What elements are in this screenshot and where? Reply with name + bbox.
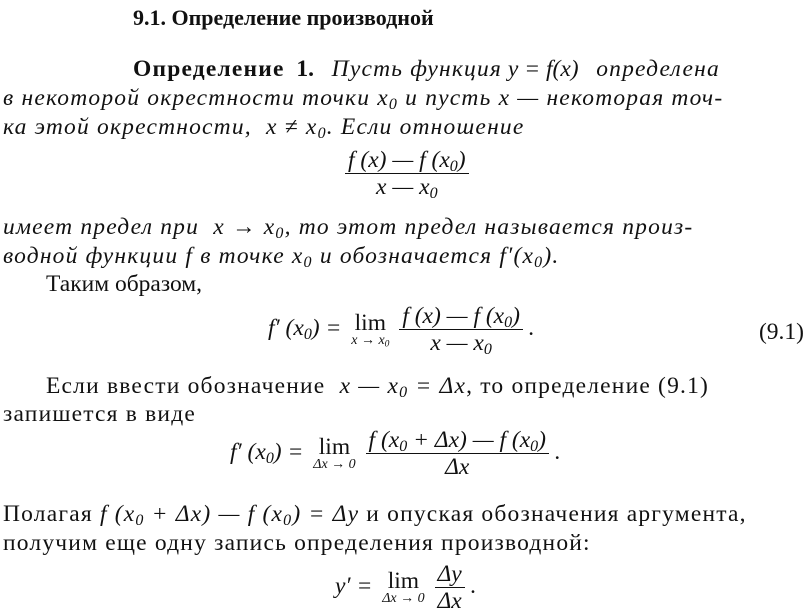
eq3-fraction [435, 562, 465, 613]
math-y-eq-fx: y = f(x) [507, 56, 579, 82]
eq3-lim-under: Δx → 0 [382, 590, 425, 606]
eq2-lhs: f′ $(x_0)$ = [230, 438, 304, 467]
eq2-numerator: f $(x_0 + \Delta x)$ — f $(x_0)$ [366, 428, 549, 454]
after-text-2b: в точке [200, 243, 285, 269]
equation-2: f′ $(x_0)$ = lim Δx → 0 $\frac{f (x_0 + \Delta x) — f (x_0)}{\Delta x}$ . [230, 427, 561, 480]
intro3-text-1a: Полагая [3, 501, 93, 527]
intro3-text-2: получим еще одну запись определения производной: [3, 530, 591, 556]
intro3-text-1b: и опуская обозначения аргумента, [366, 501, 747, 527]
definition-label: Определение [133, 56, 285, 82]
definition-text-1-end: определена [596, 56, 720, 82]
eq2-lim [313, 433, 356, 472]
eq2-denominator: Δx [445, 454, 470, 480]
definition-number: 1. [296, 56, 315, 82]
eq3-numerator: Δy [435, 562, 465, 588]
eq1-lhs: f′ $(x_0)$ = [268, 314, 342, 343]
equation-number: (9.1) [758, 319, 804, 345]
definition-line-1 [133, 55, 720, 83]
after-fraction-line-2 [3, 242, 559, 270]
ratio-fraction [345, 147, 469, 202]
after-text-1b: , то этот предел называется произ- [284, 214, 694, 240]
equation-9-1: f′ $(x_0)$ = lim $x \to x_0$ $\frac{f (x) — f (x_0)}{x — x_0}$ . [268, 303, 535, 358]
section-heading [133, 4, 434, 32]
eq2-fraction [366, 428, 549, 479]
eq1-lim-word: lim [354, 309, 386, 336]
equation-3: y′ = lim Δx → 0 $\frac{\Delta y}{\Delta x}$ . [335, 561, 477, 614]
fraction [345, 147, 469, 202]
definition-text-2c: — некоторая точ- [517, 85, 724, 111]
after-text-2a: водной функции [3, 243, 179, 269]
eq1-lim [351, 309, 390, 349]
intro2-text-2: запишется в виде [3, 401, 196, 427]
intro2-line-1 [46, 372, 709, 400]
math-x0-b: $x_0$ [291, 243, 313, 271]
definition-line-2 [3, 84, 723, 112]
intro2-text-1a: Если ввести обозначение [46, 373, 326, 399]
eq3-lim-word: lim [387, 567, 420, 594]
eq1-fraction [399, 303, 523, 358]
math-f: f [185, 243, 194, 269]
math-dx-def: x — $x_0 = \Delta x$ [339, 373, 467, 401]
math-x0: $x_0$ [377, 85, 399, 113]
definition-text-3a: ка этой окрестности, [3, 114, 252, 140]
section-number: 9.1. [133, 5, 166, 30]
math-dy-def: f $(x_0 + \Delta x)$ — f $(x_0) = \Delta y$ [99, 501, 360, 529]
fraction-numerator: f (x) — f $(x_0)$ [345, 148, 469, 174]
math-x-to-x0: $x \to x_0$ [213, 214, 285, 242]
eq2-lim-word: lim [318, 433, 351, 460]
thus-line [46, 270, 202, 298]
eq2-lim-under: Δx → 0 [313, 456, 356, 472]
definition-text-2a: в некоторой окрестности точки [3, 85, 371, 111]
definition-text-2b: и пусть [405, 85, 492, 111]
thus-text: Таким образом, [46, 271, 203, 297]
definition-text-3b: Если отношение [340, 114, 525, 140]
intro3-line-2 [3, 529, 591, 557]
math-fprime-x0: $f'(x_0)$. [499, 243, 560, 271]
intro2-text-1b: , то определение (9.1) [466, 373, 710, 399]
eq3-lhs: y′ = [335, 572, 373, 599]
intro2-line-2 [3, 400, 196, 428]
after-text-1a: имеет предел при [3, 214, 200, 240]
after-text-2c: и обозначается [319, 243, 493, 269]
definition-text-1: Пусть функция [331, 56, 503, 82]
eq1-lim-under: $x \to x_0$ [351, 332, 390, 349]
section-title: Определение производной [171, 5, 434, 30]
eq3-denominator: Δx [437, 588, 462, 614]
math-x-neq-x0: $x \ne x_0$. [266, 114, 334, 142]
intro3-line-1 [3, 500, 747, 528]
eq1-numerator: f (x) — f $(x_0)$ [399, 304, 523, 330]
eq1-denominator: x — $x_0$ [430, 330, 492, 358]
math-x: x [498, 85, 511, 111]
definition-line-3 [3, 113, 525, 141]
after-fraction-line-1 [3, 213, 693, 241]
fraction-denominator: x — $x_0$ [376, 174, 438, 202]
eq3-lim [382, 567, 425, 606]
